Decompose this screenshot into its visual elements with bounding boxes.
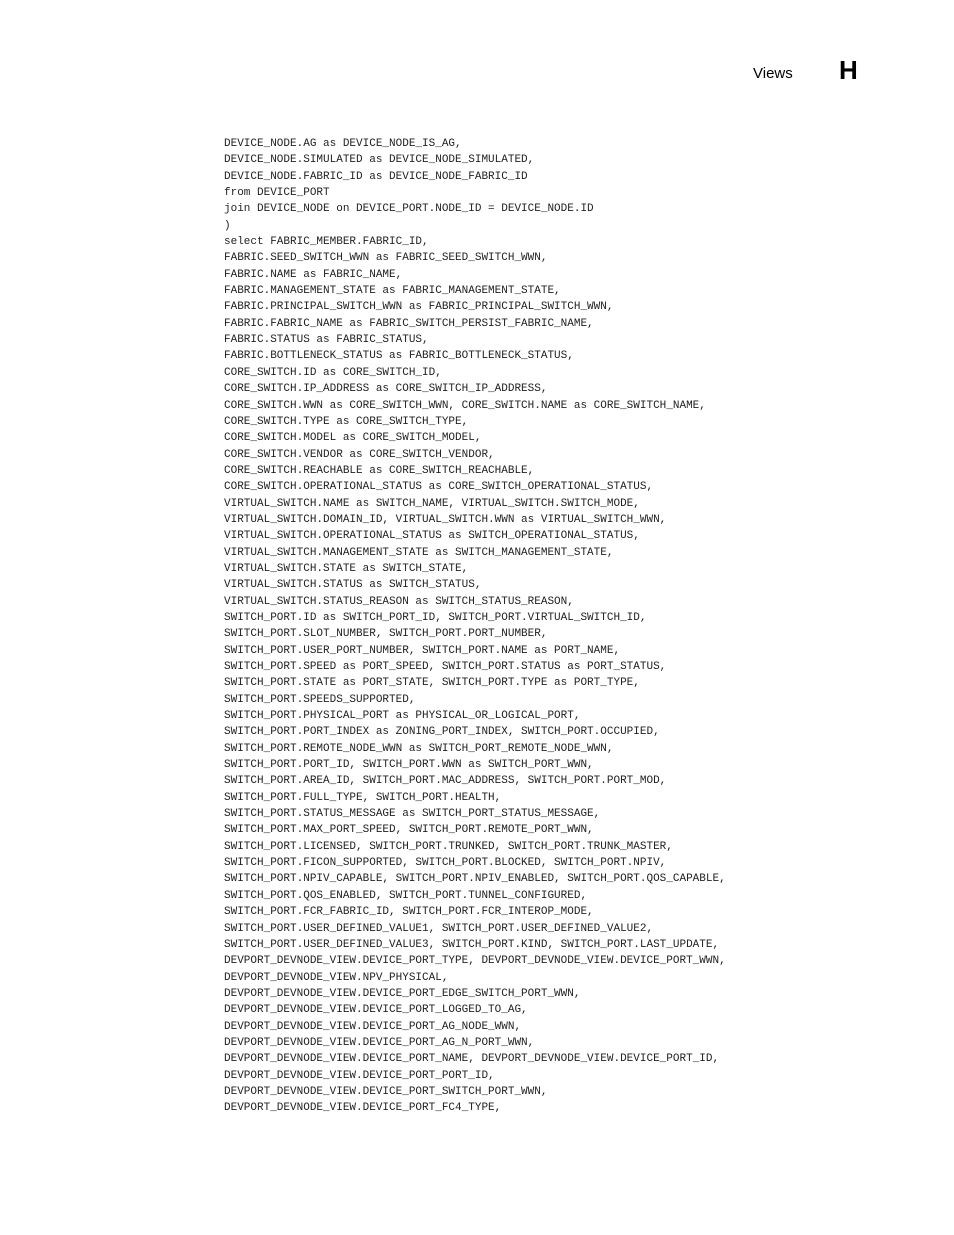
- code-line: FABRIC.BOTTLENECK_STATUS as FABRIC_BOTTLENECK_STATUS,: [224, 350, 574, 363]
- code-line: CORE_SWITCH.WWN as CORE_SWITCH_WWN, CORE_SWITCH.NAME as CORE_SWITCH_NAME,: [224, 399, 706, 412]
- code-line: VIRTUAL_SWITCH.STATE as SWITCH_STATE,: [224, 562, 469, 575]
- code-line: DEVICE_NODE.FABRIC_ID as DEVICE_NODE_FABRIC_ID: [224, 170, 528, 183]
- code-line: DEVPORT_DEVNODE_VIEW.NPV_PHYSICAL,: [224, 971, 449, 984]
- code-line: FABRIC.FABRIC_NAME as FABRIC_SWITCH_PERSIST_FABRIC_NAME,: [224, 317, 594, 330]
- code-line: DEVICE_NODE.AG as DEVICE_NODE_IS_AG,: [224, 138, 462, 150]
- code-line: from DEVICE_PORT: [224, 187, 330, 200]
- code-line: VIRTUAL_SWITCH.MANAGEMENT_STATE as SWITCH_MANAGEMENT_STATE,: [224, 546, 614, 559]
- code-line: CORE_SWITCH.IP_ADDRESS as CORE_SWITCH_IP_ADDRESS,: [224, 383, 548, 396]
- code-line: DEVPORT_DEVNODE_VIEW.DEVICE_PORT_AG_N_PORT_WWN,: [224, 1036, 535, 1049]
- sql-code-block: [224, 136, 864, 1117]
- code-line: SWITCH_PORT.USER_DEFINED_VALUE1, SWITCH_PORT.USER_DEFINED_VALUE2,: [224, 922, 654, 935]
- code-line: DEVICE_NODE.SIMULATED as DEVICE_NODE_SIMULATED,: [224, 154, 535, 167]
- code-line: select FABRIC_MEMBER.FABRIC_ID,: [224, 236, 429, 249]
- code-line: CORE_SWITCH.VENDOR as CORE_SWITCH_VENDOR,: [224, 448, 495, 461]
- code-line: join DEVICE_NODE on DEVICE_PORT.NODE_ID = DEVICE_NODE.ID: [224, 203, 594, 216]
- code-line: SWITCH_PORT.FULL_TYPE, SWITCH_PORT.HEALTH,: [224, 791, 502, 804]
- code-line: SWITCH_PORT.PHYSICAL_PORT as PHYSICAL_OR_LOGICAL_PORT,: [224, 710, 581, 723]
- code-line: SWITCH_PORT.USER_PORT_NUMBER, SWITCH_PORT.NAME as PORT_NAME,: [224, 644, 621, 657]
- code-line: DEVPORT_DEVNODE_VIEW.DEVICE_PORT_TYPE, DEVPORT_DEVNODE_VIEW.DEVICE_PORT_WWN,: [224, 955, 726, 968]
- code-line: SWITCH_PORT.PORT_ID, SWITCH_PORT.WWN as SWITCH_PORT_WWN,: [224, 759, 594, 772]
- code-line: DEVPORT_DEVNODE_VIEW.DEVICE_PORT_NAME, DEVPORT_DEVNODE_VIEW.DEVICE_PORT_ID,: [224, 1053, 720, 1066]
- code-line: SWITCH_PORT.MAX_PORT_SPEED, SWITCH_PORT.REMOTE_PORT_WWN,: [224, 824, 594, 837]
- code-line: FABRIC.MANAGEMENT_STATE as FABRIC_MANAGEMENT_STATE,: [224, 285, 561, 298]
- code-line: DEVPORT_DEVNODE_VIEW.DEVICE_PORT_LOGGED_TO_AG,: [224, 1004, 528, 1017]
- code-line: DEVPORT_DEVNODE_VIEW.DEVICE_PORT_EDGE_SWITCH_PORT_WWN,: [224, 987, 581, 1000]
- code-line: FABRIC.PRINCIPAL_SWITCH_WWN as FABRIC_PRINCIPAL_SWITCH_WWN,: [224, 301, 614, 314]
- code-line: DEVPORT_DEVNODE_VIEW.DEVICE_PORT_AG_NODE_WWN,: [224, 1020, 522, 1033]
- code-line: SWITCH_PORT.FICON_SUPPORTED, SWITCH_PORT.BLOCKED, SWITCH_PORT.NPIV,: [224, 857, 667, 870]
- code-line: FABRIC.NAME as FABRIC_NAME,: [224, 268, 403, 281]
- code-line: SWITCH_PORT.NPIV_CAPABLE, SWITCH_PORT.NPIV_ENABLED, SWITCH_PORT.QOS_CAPABLE,: [224, 873, 726, 886]
- code-line: ): [224, 219, 231, 232]
- code-line: SWITCH_PORT.SLOT_NUMBER, SWITCH_PORT.PORT_NUMBER,: [224, 628, 548, 641]
- code-line: CORE_SWITCH.OPERATIONAL_STATUS as CORE_SWITCH_OPERATIONAL_STATUS,: [224, 481, 654, 494]
- code-line: SWITCH_PORT.STATE as PORT_STATE, SWITCH_PORT.TYPE as PORT_TYPE,: [224, 677, 640, 690]
- code-line: CORE_SWITCH.ID as CORE_SWITCH_ID,: [224, 366, 442, 379]
- code-line: SWITCH_PORT.SPEED as PORT_SPEED, SWITCH_PORT.STATUS as PORT_STATUS,: [224, 661, 667, 673]
- section-label: Views: [753, 65, 793, 82]
- code-line: SWITCH_PORT.REMOTE_NODE_WWN as SWITCH_PORT_REMOTE_NODE_WWN,: [224, 742, 614, 755]
- code-line: CORE_SWITCH.TYPE as CORE_SWITCH_TYPE,: [224, 415, 469, 428]
- appendix-letter: H: [839, 55, 858, 85]
- code-line: VIRTUAL_SWITCH.STATUS_REASON as SWITCH_STATUS_REASON,: [224, 595, 574, 608]
- code-line: FABRIC.STATUS as FABRIC_STATUS,: [224, 334, 429, 347]
- code-line: FABRIC.SEED_SWITCH_WWN as FABRIC_SEED_SWITCH_WWN,: [224, 252, 548, 265]
- code-line: SWITCH_PORT.LICENSED, SWITCH_PORT.TRUNKED, SWITCH_PORT.TRUNK_MASTER,: [224, 840, 673, 853]
- code-line: VIRTUAL_SWITCH.NAME as SWITCH_NAME, VIRTUAL_SWITCH.SWITCH_MODE,: [224, 497, 640, 510]
- code-line: CORE_SWITCH.MODEL as CORE_SWITCH_MODEL,: [224, 432, 482, 445]
- code-line: SWITCH_PORT.USER_DEFINED_VALUE3, SWITCH_PORT.KIND, SWITCH_PORT.LAST_UPDATE,: [224, 938, 720, 951]
- code-line: CORE_SWITCH.REACHABLE as CORE_SWITCH_REACHABLE,: [224, 464, 535, 477]
- code-line: SWITCH_PORT.PORT_INDEX as ZONING_PORT_INDEX, SWITCH_PORT.OCCUPIED,: [224, 726, 660, 739]
- code-line: SWITCH_PORT.SPEEDS_SUPPORTED,: [224, 693, 416, 706]
- code-line: SWITCH_PORT.FCR_FABRIC_ID, SWITCH_PORT.FCR_INTEROP_MODE,: [224, 906, 594, 919]
- code-line: VIRTUAL_SWITCH.OPERATIONAL_STATUS as SWITCH_OPERATIONAL_STATUS,: [224, 530, 640, 543]
- code-line: DEVPORT_DEVNODE_VIEW.DEVICE_PORT_SWITCH_PORT_WWN,: [224, 1085, 548, 1098]
- code-line: VIRTUAL_SWITCH.DOMAIN_ID, VIRTUAL_SWITCH.WWN as VIRTUAL_SWITCH_WWN,: [224, 513, 667, 526]
- code-line: DEVPORT_DEVNODE_VIEW.DEVICE_PORT_PORT_ID,: [224, 1069, 495, 1082]
- code-line: SWITCH_PORT.AREA_ID, SWITCH_PORT.MAC_ADDRESS, SWITCH_PORT.PORT_MOD,: [224, 775, 667, 788]
- code-line: DEVPORT_DEVNODE_VIEW.DEVICE_PORT_FC4_TYPE,: [224, 1102, 502, 1115]
- code-line: SWITCH_PORT.ID as SWITCH_PORT_ID, SWITCH_PORT.VIRTUAL_SWITCH_ID,: [224, 611, 647, 624]
- code-line: VIRTUAL_SWITCH.STATUS as SWITCH_STATUS,: [224, 579, 482, 592]
- code-line: SWITCH_PORT.STATUS_MESSAGE as SWITCH_PORT_STATUS_MESSAGE,: [224, 808, 601, 821]
- code-line: SWITCH_PORT.QOS_ENABLED, SWITCH_PORT.TUNNEL_CONFIGURED,: [224, 889, 588, 902]
